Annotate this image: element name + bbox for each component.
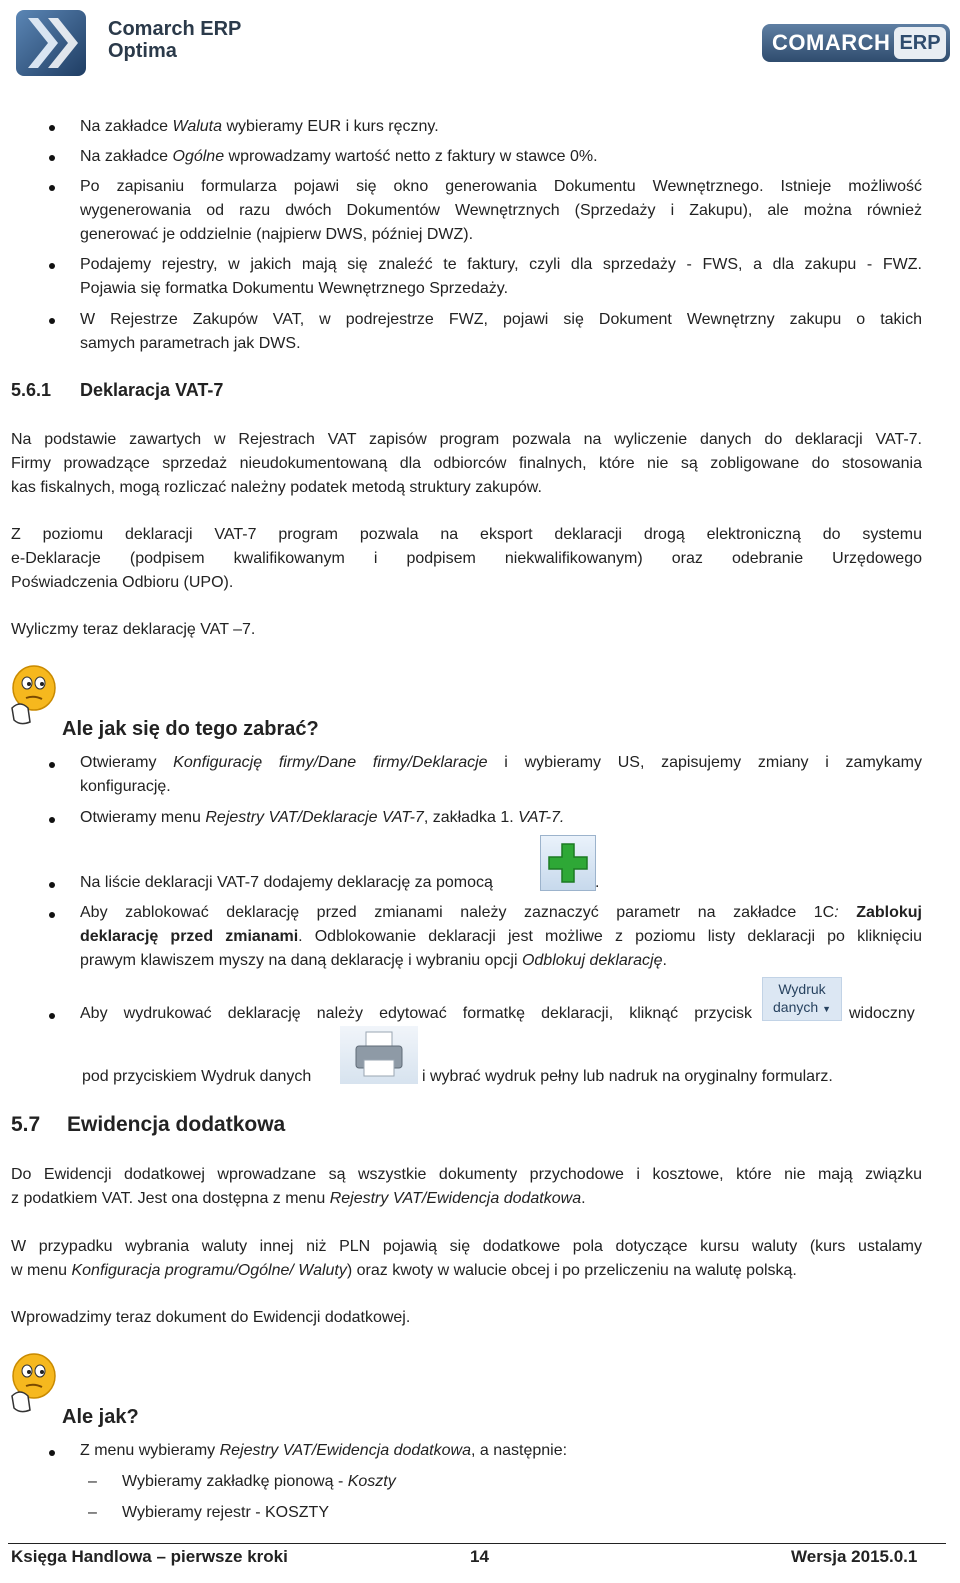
bullet: [49, 762, 55, 768]
bullet-text-line: Po zapisaniu formularza pojawi się okno generowania Dokumentu Wewnętrznego. Istnieje możliwość: [80, 178, 922, 195]
page-number: 14: [470, 1547, 489, 1566]
question-heading: Ale jak?: [62, 1406, 139, 1428]
bullet: [49, 185, 55, 191]
bullet: [49, 1450, 55, 1456]
bullet-text-line: samych parametrach jak DWS.: [80, 335, 301, 352]
step-text-line: Aby wydrukować deklarację należy edytować formatkę deklaracji, kliknąć przycisk: [80, 1005, 752, 1022]
bullet-text-line: Pojawia się formatka Dokumentu Wewnętrznego Sprzedaży.: [80, 280, 509, 297]
printer-button[interactable]: [340, 1026, 418, 1084]
add-declaration-button[interactable]: [540, 835, 596, 891]
thinking-face-icon: [6, 664, 58, 728]
dash-marker: –: [88, 1473, 97, 1490]
bullet: [49, 263, 55, 269]
step-text-end: .: [595, 874, 600, 891]
print-data-button[interactable]: Wydruk danych ▼: [762, 977, 842, 1021]
step-text-line: widoczny: [849, 1005, 915, 1022]
dash-marker: –: [88, 1504, 97, 1521]
step-text-line: i wybrać wydruk pełny lub nadruk na oryginalny formularz.: [422, 1068, 833, 1085]
step-text: Na liście deklaracji VAT-7 dodajemy deklarację za pomocą: [80, 874, 493, 891]
section-title: Ewidencja dodatkowa: [67, 1113, 286, 1136]
paragraph-line: e-Deklaracje (podpisem kwalifikowanym i podpisem niekwalifikowanym) oraz odebranie Urzędowego: [11, 550, 922, 567]
bullet: [49, 125, 55, 131]
step-text-line: konfigurację.: [80, 778, 171, 795]
footer-title: Księga Handlowa – pierwsze kroki: [11, 1547, 288, 1566]
bullet-text: Na zakładce Waluta wybieramy EUR i kurs ręczny.: [80, 118, 439, 135]
question-heading: Ale jak się do tego zabrać?: [62, 718, 319, 740]
sub-item-text: Wybieramy rejestr - KOSZTY: [122, 1504, 329, 1521]
bullet-text-line: generować je oddzielnie (najpierw DWS, później DWZ).: [80, 226, 474, 243]
paragraph-line: Do Ewidencji dodatkowej wprowadzane są wszystkie dokumenty przychodowe i kosztowe, które nie mają związku: [11, 1166, 922, 1183]
bullet: [49, 882, 55, 888]
step-text: Otwieramy menu Rejestry VAT/Deklaracje VAT-7, zakładka 1. VAT-7.: [80, 809, 565, 826]
bullet: [49, 912, 55, 918]
bullet-text: Na zakładce Ogólne wprowadzamy wartość netto z faktury w stawce 0%.: [80, 148, 598, 165]
step-text-line: prawym klawiszem myszy na daną deklarację i wybraniu opcji Odblokuj deklarację.: [80, 952, 667, 969]
green-plus-icon: [541, 836, 595, 890]
paragraph-line: z podatkiem VAT. Jest ona dostępna z menu Rejestry VAT/Ewidencja dodatkowa.: [11, 1190, 586, 1207]
thinking-face-icon: [6, 1352, 58, 1416]
bullet-text-line: W Rejestrze Zakupów VAT, w podrejestrze FWZ, pojawi się Dokument Wewnętrzny zakupu o takich: [80, 311, 922, 328]
paragraph-line: w menu Konfiguracja programu/Ogólne/ Waluty) oraz kwoty w walucie obcej i po przeliczeniu na walutę polską.: [11, 1262, 797, 1279]
paragraph-line: W przypadku wybrania waluty innej niż PLN pojawią się dodatkowe pola dotyczące kursu waluty (kurs ustalamy: [11, 1238, 922, 1255]
paragraph-line: Wyliczmy teraz deklarację VAT –7.: [11, 621, 256, 638]
comarch-erp-optima-logo-icon: [14, 8, 88, 78]
step-text-line: Aby zablokować deklarację przed zmianami należy zaznaczyć parametr na zakładce 1C: Zablokuj: [80, 904, 922, 921]
paragraph-line: Firmy prowadzące sprzedaż nieudokumentowaną dla odbiorców finalnych, które nie są zobligowane do stosowania: [11, 455, 922, 472]
step-text-line: pod przyciskiem Wydruk danych: [82, 1068, 312, 1085]
product-title: Comarch ERP Optima: [108, 18, 242, 62]
section-number: 5.7: [11, 1113, 41, 1136]
paragraph-line: Wprowadzimy teraz dokument do Ewidencji dodatkowej.: [11, 1309, 411, 1326]
section-title: Deklaracja VAT-7: [80, 380, 224, 400]
dropdown-arrow-icon: ▼: [822, 1004, 831, 1014]
bullet-text: Z menu wybieramy Rejestry VAT/Ewidencja dodatkowa, a następnie:: [80, 1442, 568, 1459]
bullet: [49, 318, 55, 324]
bullet-text-line: Podajemy rejestry, w jakich mają się znaleźć te faktury, czyli dla sprzedaży - FWS, a dla zakupu - FWZ.: [80, 256, 922, 273]
section-number: 5.6.1: [11, 380, 52, 400]
paragraph-line: kas fiskalnych, mogą rozliczać należny podatek metodą struktury zakupów.: [11, 479, 542, 496]
printer-icon: [340, 1026, 418, 1084]
bullet: [49, 1013, 55, 1019]
comarch-erp-brand-logo: COMARCH ERP: [762, 24, 950, 62]
sub-item-text: Wybieramy zakładkę pionową - Koszty: [122, 1473, 396, 1490]
step-text-line: deklarację przed zmianami. Odblokowanie deklaracji jest możliwe z poziomu listy deklaracji po kliknięciu: [80, 928, 922, 945]
step-text-line: Otwieramy Konfigurację firmy/Dane firmy/Deklaracje i wybieramy US, zapisujemy zmiany i zamykamy: [80, 754, 922, 771]
paragraph-line: Z poziomu deklaracji VAT-7 program pozwala na eksport deklaracji drogą elektroniczną do systemu: [11, 526, 922, 543]
bullet: [49, 817, 55, 823]
bullet: [49, 155, 55, 161]
paragraph-line: Poświadczenia Odbioru (UPO).: [11, 574, 234, 591]
paragraph-line: Na podstawie zawartych w Rejestrach VAT zapisów program pozwala na wyliczenie danych do deklaracji VAT-7.: [11, 431, 922, 448]
footer-version: Wersja 2015.0.1: [791, 1547, 918, 1566]
bullet-text-line: wygenerowania od razu dwóch Dokumentów Wewnętrznych (Sprzedaży i Zakupu), ale można również: [80, 202, 922, 219]
footer-divider: [8, 1543, 946, 1544]
